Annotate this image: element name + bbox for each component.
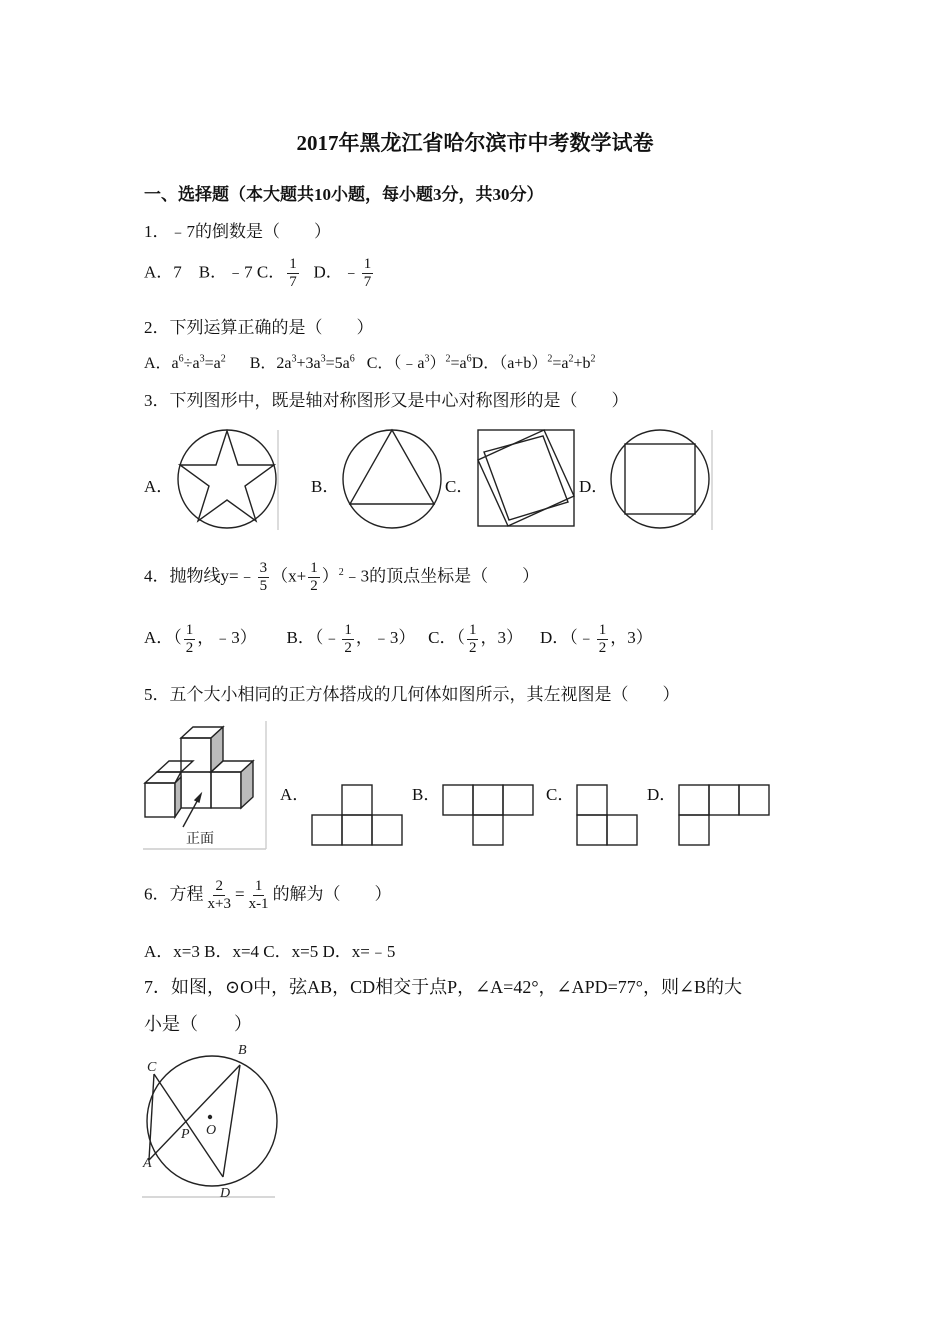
text: ÷a (183, 355, 200, 372)
text: 的解为（ ） (272, 884, 392, 904)
question-5-stem: 5．五个大小相同的正方体搭成的几何体如图所示，其左视图是（ ） (144, 685, 680, 704)
option-d (539, 622, 653, 656)
exponent: 2 (590, 353, 596, 365)
fraction (258, 560, 270, 595)
fraction (206, 878, 233, 913)
section-heading: 一、选择题（本大题共10小题，每小题3分，共30分） (144, 185, 544, 204)
denominator: 7 (363, 274, 372, 290)
page-title: 2017年黑龙江省哈尔滨市中考数学试卷 (296, 131, 654, 155)
option-a (144, 622, 257, 656)
text: C．（ (428, 628, 465, 648)
text: = (234, 884, 245, 904)
text: C．（﹣a (366, 355, 425, 372)
question-2-options (144, 350, 595, 373)
fraction (184, 622, 196, 657)
exponent: 2 (220, 353, 226, 365)
circle-chords-figure (140, 1040, 280, 1200)
numerator: 1 (310, 560, 318, 576)
option-b-label: B． (412, 785, 441, 804)
option-b-label: B． (311, 477, 340, 496)
exponent: 2 (547, 353, 553, 365)
point-label-o: O (206, 1123, 217, 1138)
fraction (342, 622, 354, 657)
numerator: 3 (259, 560, 268, 576)
text: ） (429, 355, 446, 372)
text: +3a (296, 355, 321, 372)
question-4-stem (144, 560, 539, 595)
text: 6．方程 (144, 884, 204, 904)
denominator: 2 (344, 640, 352, 656)
question-1-options (144, 256, 375, 291)
text: =a (204, 355, 221, 372)
option-a-view (310, 782, 405, 850)
exponent: 2 (338, 566, 344, 578)
text: ，3） (610, 628, 653, 648)
point-label-p: P (181, 1127, 190, 1142)
question-6-options: A．x=3 B．x=4 C．x=5 D．x=﹣5 (144, 942, 396, 961)
text: 4．抛物线y=﹣ (144, 566, 256, 586)
text: =a (552, 355, 569, 372)
point-label-b: B (238, 1043, 247, 1058)
numerator: 1 (468, 622, 477, 638)
text: B．2a (249, 355, 292, 372)
option-d-label: D． (647, 785, 677, 804)
option-d (472, 355, 596, 372)
question-3-stem: 3．下列图形中，既是轴对称图形又是中心对称图形的是（ ） (144, 391, 629, 410)
numerator: 1 (185, 622, 194, 638)
exponent: 3 (291, 353, 297, 365)
text: A．a (144, 355, 179, 372)
question-4-options (144, 622, 653, 657)
circle-triangle-figure (340, 428, 445, 532)
denominator: x+3 (207, 896, 231, 912)
text: B．（﹣ (286, 628, 341, 648)
front-label: 正面 (186, 832, 214, 847)
text: =5a (325, 355, 350, 372)
denominator: 5 (259, 578, 268, 594)
denominator: 2 (310, 578, 318, 594)
text: D．（a+b） (471, 355, 548, 372)
fraction (308, 560, 320, 595)
exponent: 2 (568, 353, 574, 365)
question-2-stem: 2．下列运算正确的是（ ） (144, 318, 374, 337)
question-1-stem: 1．﹣7的倒数是（ ） (144, 222, 331, 241)
text: +b (573, 355, 591, 372)
exponent: 3 (320, 353, 326, 365)
fraction (467, 622, 479, 657)
denominator: x-1 (248, 896, 269, 912)
fraction (287, 256, 299, 291)
text: ，﹣3） (197, 628, 257, 648)
exponent: 3 (199, 353, 205, 365)
fraction (247, 878, 271, 913)
option-b (250, 355, 355, 372)
circle-star-figure (170, 428, 280, 532)
option-c-view (575, 782, 641, 850)
option-c: C． (256, 262, 286, 282)
denominator: 2 (185, 640, 194, 656)
option-c-label: C． (546, 785, 575, 804)
point-label-a: A (143, 1156, 152, 1171)
numerator: 1 (363, 256, 372, 272)
question-7-line-2: 小是（ ） (144, 1014, 252, 1034)
text: =a (450, 355, 467, 372)
point-label-c: C (147, 1060, 157, 1075)
exponent: 6 (349, 353, 355, 365)
numerator: 1 (344, 622, 352, 638)
numerator: 1 (289, 256, 297, 272)
question-6-stem (144, 878, 392, 913)
exponent: 6 (466, 353, 472, 365)
option-c-label: C． (445, 477, 474, 496)
fraction (362, 256, 374, 291)
option-c (428, 622, 523, 656)
numerator: 2 (215, 878, 223, 894)
option-b-view (441, 782, 536, 850)
option-a (144, 355, 226, 372)
option-d-view (677, 782, 772, 850)
question-7-line-1: 7．如图，⊙O中，弦AB，CD相交于点P，∠A=42°，∠APD=77°，则∠B的大 (144, 977, 743, 997)
denominator: 2 (468, 640, 477, 656)
denominator: 2 (598, 640, 607, 656)
numerator: 1 (598, 622, 607, 638)
option-a-label: A． (280, 785, 310, 804)
option-b (286, 622, 416, 656)
option-c (367, 355, 472, 372)
option-b: B．﹣7 (198, 262, 253, 282)
text: ） (321, 566, 339, 586)
text: （x+ (271, 566, 307, 586)
option-a: A．7 (144, 262, 182, 282)
text: ，3） (480, 628, 523, 648)
text: ，﹣3） (355, 628, 416, 648)
option-d: D．﹣ (313, 262, 360, 282)
fraction (597, 622, 609, 657)
option-d-label: D． (579, 477, 609, 496)
exponent: 6 (178, 353, 184, 365)
text: A．（ (144, 628, 182, 648)
square-in-square-figure (476, 428, 578, 530)
text: ﹣3的顶点坐标是（ ） (343, 566, 540, 586)
text: D．（﹣ (539, 628, 595, 648)
numerator: 1 (254, 878, 263, 894)
exponent: 2 (445, 353, 451, 365)
exponent: 3 (424, 353, 430, 365)
point-label-d: D (220, 1186, 231, 1200)
option-a-label: A． (144, 477, 174, 496)
denominator: 7 (289, 274, 297, 290)
circle-square-figure (608, 428, 714, 532)
